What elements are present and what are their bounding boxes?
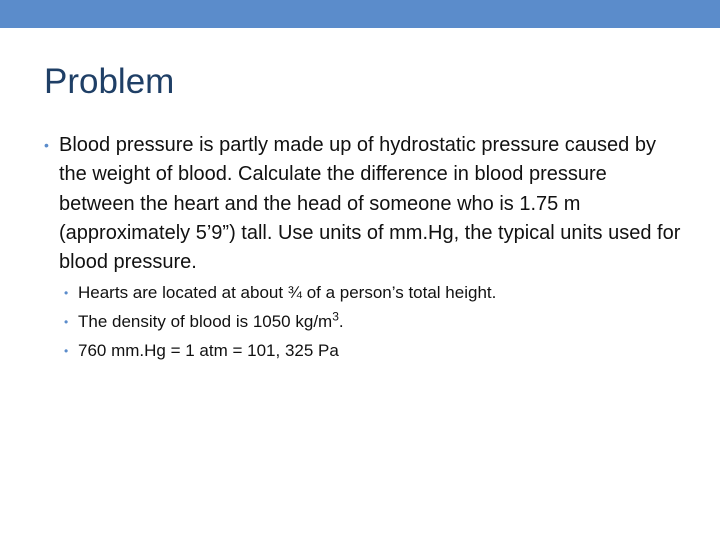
- bullet-dot-icon: •: [64, 343, 69, 358]
- sub-bullet-hearts: [64, 279, 684, 308]
- sub-bullet-conversion-text: 760 mm.Hg = 1 atm = 101, 325 Pa: [78, 340, 339, 360]
- slide-body: [44, 131, 684, 366]
- slide-title: Problem: [44, 62, 175, 101]
- main-bullet-text: Blood pressure is partly made up of hydrostatic pressure caused by the weight of blood. Calculate the difference in blood pressure between the heart and the head of someone who is 1.75 m (approximately 5’9”) tall. Use units of mm.Hg, the typical units used for blood pressure.: [59, 134, 681, 274]
- main-bullet: [44, 131, 684, 277]
- sub-bullet-conversion: [64, 337, 684, 366]
- top-accent-bar: [0, 0, 720, 28]
- bullet-dot-icon: •: [64, 315, 69, 330]
- sub-bullet-list: [44, 279, 684, 365]
- sub-bullet-hearts-text: Hearts are located at about ¾ of a person’s total height.: [78, 283, 497, 303]
- bullet-dot-icon: •: [44, 137, 49, 153]
- bullet-dot-icon: •: [64, 286, 69, 301]
- sub-bullet-density: [64, 308, 684, 337]
- density-exponent: 3: [332, 309, 339, 324]
- sub-bullet-density-text: The density of blood is 1050 kg/m: [78, 312, 333, 332]
- density-period: .: [338, 312, 344, 332]
